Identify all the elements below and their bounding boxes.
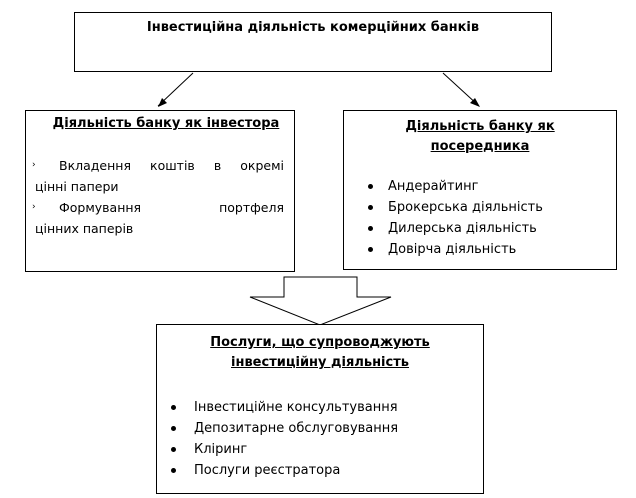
- intermediary-activity-list: [368, 176, 543, 260]
- intermediary-title-line2: посередника: [430, 139, 530, 154]
- bullet-icon: [368, 205, 373, 210]
- list-item-label: Брокерська діяльність: [388, 200, 543, 215]
- list-item: [368, 239, 543, 260]
- list-item-label: Дилерська діяльність: [388, 221, 537, 236]
- investor-activity-list: [26, 155, 284, 239]
- list-item: [171, 460, 398, 481]
- support-title-line1: Послуги, що супроводжують: [210, 335, 430, 350]
- bullet-icon: [171, 405, 176, 410]
- intermediary-activity-title: [344, 111, 616, 157]
- bullet-icon: ›: [32, 202, 36, 212]
- list-item-line1: Вкладення коштів в окремі: [59, 158, 284, 173]
- bullet-icon: [368, 184, 373, 189]
- support-services-title: [157, 325, 483, 373]
- support-title-line2: інвестиційну діяльність: [231, 355, 409, 370]
- investor-activity-title: Діяльність банку як інвестора: [52, 116, 280, 131]
- list-item: [171, 397, 398, 418]
- list-item: [368, 176, 543, 197]
- list-item: [171, 439, 398, 460]
- list-item: [171, 418, 398, 439]
- block-arrow-down: [250, 277, 391, 325]
- intermediary-activity-box: [343, 110, 617, 270]
- list-item-line1: Формування портфеля: [59, 200, 284, 215]
- support-services-list: [171, 397, 398, 481]
- list-item-line2: цінні папери: [35, 179, 119, 194]
- list-item-label: Послуги реєстратора: [194, 463, 341, 478]
- list-item-label: Кліринг: [194, 442, 248, 457]
- list-item: [26, 155, 284, 197]
- bullet-icon: ›: [32, 160, 36, 170]
- list-item-label: Довірча діяльність: [388, 242, 517, 257]
- bullet-icon: [368, 226, 373, 231]
- list-item-label: Андерайтинг: [388, 179, 479, 194]
- main-activity-title: Інвестиційна діяльність комерційних банків: [146, 20, 480, 35]
- bullet-icon: [171, 468, 176, 473]
- bullet-icon: [171, 447, 176, 452]
- list-item-label: Інвестиційне консультування: [194, 400, 398, 415]
- list-item: [368, 218, 543, 239]
- main-activity-box: [74, 12, 552, 72]
- bullet-icon: [368, 247, 373, 252]
- list-item: [26, 197, 284, 239]
- list-item-label: Депозитарне обслуговування: [194, 421, 399, 436]
- list-item-line2: цінних паперів: [35, 221, 134, 236]
- bullet-icon: [171, 426, 176, 431]
- investor-activity-box: [25, 110, 295, 272]
- support-services-box: [156, 324, 484, 494]
- intermediary-title-line1: Діяльність банку як: [405, 119, 555, 134]
- list-item: [368, 197, 543, 218]
